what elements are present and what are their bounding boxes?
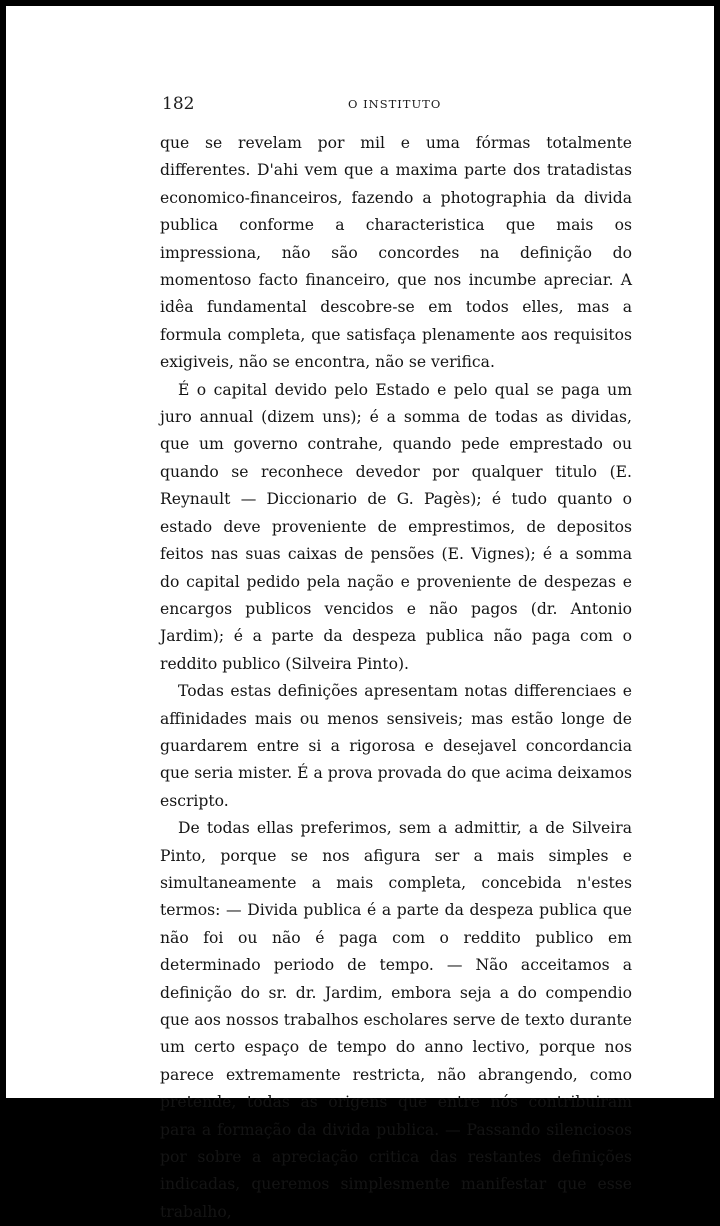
page-header <box>162 94 634 118</box>
document-page <box>6 6 714 1221</box>
running-title: O INSTITUTO <box>348 97 442 111</box>
paragraph-preference: De todas ellas preferimos, sem a admittir, a de Silveira Pinto, porque se nos afigura ser a mais simples e simultaneamente a mais completa, concebida n'estes termos: — Divida publica é a parte da despeza publica que não foi ou não é paga com o reddito publico em determinado periodo de tempo. — Não acceitamos a definição do sr. dr. Jardim, embora seja a do compendio que aos nossos trabalhos escholares serve de texto durante um certo espaço de tempo do anno lectivo, porque nos parece extremamente restricta, não abrangendo, como pretende, todas as origens que entre nós contribuiram para a formação da divida publica. — Passando silenciosos por sobre a apreciação critica das restantes definições indicadas, queremos simplesmente manifestar que esse trabalho, <box>160 819 632 1221</box>
page-number: 182 <box>162 94 195 114</box>
paragraph-definitions: É o capital devido pelo Estado e pelo qual se paga um juro annual (dizem uns); é a somma de todas as dividas, que um governo contrahe, quando pede emprestado ou quando se reconhece devedor por qualquer titulo (E. Reynault — Diccionario de G. Pagès); é tudo quanto o estado deve proveniente de emprestimos, de depositos feitos nas suas caixas de pensões (E. Vignes); é a somma do capital pedido pela nação e proveniente de despezas e encargos publicos vencidos e não pagos (dr. Antonio Jardim); é a parte da despeza publica não paga com o reddito publico (Silveira Pinto). <box>160 380 632 673</box>
paragraph-continuation: que se revelam por mil e uma fórmas totalmente differentes. D'ahi vem que a maxima parte dos tratadistas economico-financeiros, fazendo a photographia da divida publica conforme a characteristica que mais os impressiona, não são concordes na definição do momentoso facto financeiro, que nos incumbe apreciar. A idêa fundamental descobre-se em todos elles, mas a formula completa, que satisfaça plenamente aos requisitos exigiveis, não se encontra, não se verifica. <box>160 134 632 372</box>
body-text <box>160 130 632 1226</box>
paragraph-differences: Todas estas definições apresentam notas differenciaes e affinidades mais ou menos sensiveis; mas estão longe de guardarem entre si a rigorosa e desejavel concordancia que seria mister. É a prova provada do que acima deixamos escripto. <box>160 682 632 810</box>
